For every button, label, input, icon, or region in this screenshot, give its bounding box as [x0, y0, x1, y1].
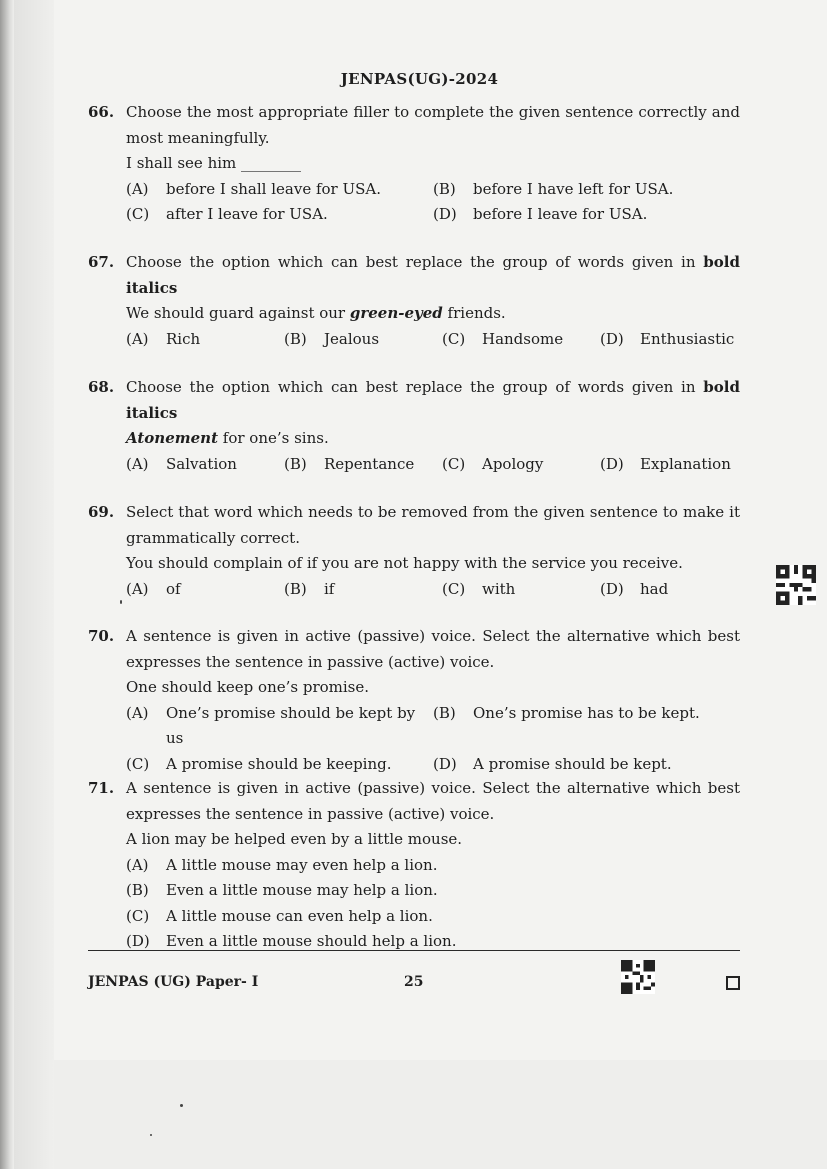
footer-divider	[88, 950, 740, 951]
qr-code-icon	[620, 960, 656, 994]
option-a[interactable]: (A) Rich	[126, 329, 201, 348]
option-a[interactable]: (A) A little mouse may even help a lion.	[126, 855, 438, 874]
question-68	[88, 375, 740, 477]
option-c[interactable]: (C) A promise should be keeping.	[126, 754, 392, 773]
option-b[interactable]: (B) if	[284, 579, 335, 598]
option-c[interactable]: (C) with	[442, 579, 516, 598]
question-number: 69.	[88, 503, 115, 521]
option-a[interactable]: (A) of	[126, 579, 181, 598]
question-text: Choose the option which can best replace the group of words given in bold italics	[126, 378, 740, 422]
question-text: A sentence is given in active (passive) voice. Select the alternative which best expresses the sentence in passive (active) voice.	[126, 627, 740, 671]
option-c[interactable]: (C) after I leave for USA.	[126, 205, 328, 223]
question-prompt: I shall see him ________	[126, 154, 302, 172]
options	[126, 701, 740, 778]
option-b[interactable]: (B) Jealous	[284, 329, 380, 348]
scan-speck	[150, 1134, 152, 1136]
question-71	[88, 776, 740, 955]
scan-edge-fade	[14, 0, 54, 1169]
option-b[interactable]: (B) Even a little mouse may help a lion.	[126, 881, 438, 899]
option-d[interactable]: (D) A promise should be kept.	[433, 754, 672, 773]
option-b[interactable]: (B) before I have left for USA.	[433, 179, 674, 198]
question-67	[88, 250, 740, 352]
option-b[interactable]: (B) One’s promise has to be kept.	[433, 703, 700, 722]
question-number: 66.	[88, 103, 115, 121]
question-prompt: Atonement for one’s sins.	[126, 429, 329, 447]
question-number: 70.	[88, 627, 115, 645]
option-c[interactable]: (C) A little mouse can even help a lion.	[126, 906, 433, 925]
question-69	[88, 500, 740, 602]
option-d[interactable]: (D) Even a little mouse should help a lion.	[126, 932, 457, 950]
question-text: A sentence is given in active (passive) voice. Select the alternative which best expresses the sentence in passive (active) voice.	[126, 779, 740, 823]
option-a[interactable]: (A) before I shall leave for USA.	[126, 179, 382, 198]
page-number: 25	[404, 974, 424, 990]
question-66	[88, 100, 740, 228]
question-70	[88, 624, 740, 777]
question-number: 67.	[88, 253, 115, 271]
question-text: Select that word which needs to be removed from the given sentence to make it grammatically correct.	[126, 503, 740, 547]
question-prompt: A lion may be helped even by a little mouse.	[126, 830, 463, 848]
question-number: 71.	[88, 779, 115, 797]
scan-speck	[120, 600, 122, 604]
question-prompt: We should guard against our green-eyed friends.	[126, 304, 506, 322]
question-prompt: You should complain of if you are not happy with the service you receive.	[126, 554, 683, 572]
option-d[interactable]: (D) had	[600, 579, 669, 598]
options	[126, 452, 740, 478]
option-c[interactable]: (C) Handsome	[442, 329, 564, 348]
question-text: Choose the most appropriate filler to complete the given sentence correctly and most meaningfully.	[126, 103, 740, 147]
scan-edge-shadow	[0, 0, 14, 1169]
question-text: Choose the option which can best replace the group of words given in bold italics	[126, 253, 740, 297]
side-qr-code-icon	[776, 565, 816, 605]
option-a[interactable]: (A) One’s promise should be kept by us	[126, 703, 416, 747]
options	[126, 177, 740, 228]
question-prompt: One should keep one’s promise.	[126, 678, 370, 696]
scan-speck	[180, 1104, 183, 1107]
options	[126, 577, 740, 603]
options	[126, 327, 740, 353]
checkbox-icon	[726, 976, 740, 990]
option-a[interactable]: (A) Salvation	[126, 454, 237, 473]
option-b[interactable]: (B) Repentance	[284, 454, 415, 473]
question-number: 68.	[88, 378, 115, 396]
option-d[interactable]: (D) Enthusiastic	[600, 329, 735, 348]
options	[126, 853, 740, 955]
option-d[interactable]: (D) before I leave for USA.	[433, 205, 648, 223]
option-d[interactable]: (D) Explanation	[600, 454, 731, 473]
page-title: JENPAS(UG)-2024	[340, 70, 499, 88]
option-c[interactable]: (C) Apology	[442, 454, 544, 473]
footer-paper-name: JENPAS (UG) Paper- I	[88, 974, 259, 990]
